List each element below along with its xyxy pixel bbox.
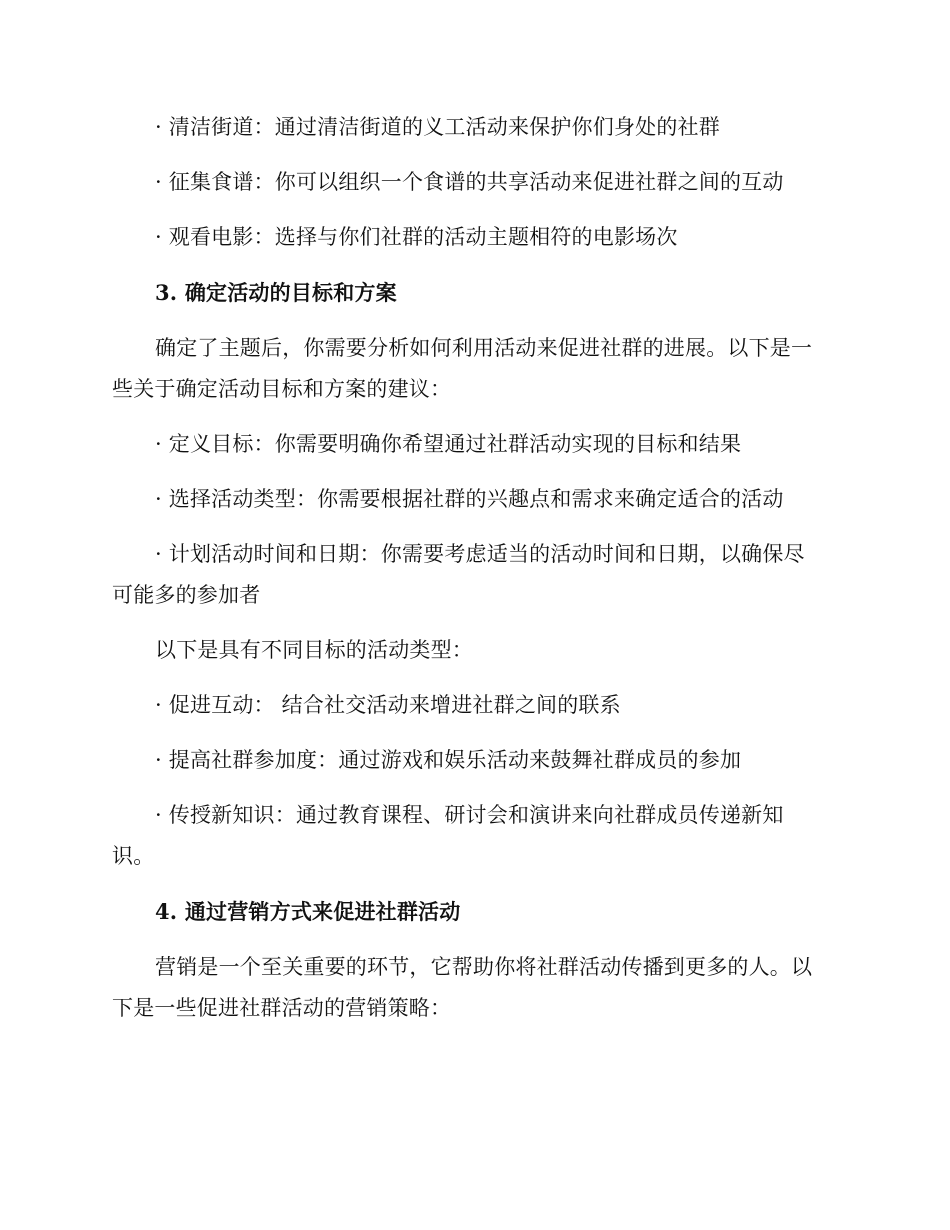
bullet-choose-activity-type: · 选择活动类型：你需要根据社群的兴趣点和需求来确定适合的活动 [155,487,784,511]
bullet-define-goals: · 定义目标：你需要明确你希望通过社群活动实现的目标和结果 [155,432,742,456]
bullet-promote-interaction: · 促进互动： 结合社交活动来增进社群之间的联系 [155,693,621,717]
bullet-clean-streets: · 清洁街道：通过清洁街道的义工活动来保护你们身处的社群 [155,115,720,139]
paragraph-line: 识。 [112,844,155,868]
paragraph-line: 可能多的参加者 [112,583,261,607]
bullet-plan-time: · 计划活动时间和日期：你需要考虑适当的活动时间和日期，以确保尽 [155,542,805,566]
section-heading-3: 3. 确定活动的目标和方案 [155,280,397,305]
section-heading-4: 4. 通过营销方式来促进社群活动 [155,899,461,924]
paragraph-line: 营销是一个至关重要的环节，它帮助你将社群活动传播到更多的人。以 [155,955,813,979]
paragraph-line: 确定了主题后，你需要分析如何利用活动来促进社群的进展。以下是一 [155,336,813,360]
paragraph-line: 以下是具有不同目标的活动类型： [155,638,473,662]
paragraph-line: 些关于确定活动目标和方案的建议： [112,377,452,401]
bullet-watch-movies: · 观看电影：选择与你们社群的活动主题相符的电影场次 [155,225,678,249]
bullet-increase-participation: · 提高社群参加度：通过游戏和娱乐活动来鼓舞社群成员的参加 [155,748,742,772]
paragraph-line: 下是一些促进社群活动的营销策略： [112,996,452,1020]
bullet-collect-recipes: · 征集食谱：你可以组织一个食谱的共享活动来促进社群之间的互动 [155,170,784,194]
bullet-teach-knowledge: · 传授新知识：通过教育课程、研讨会和演讲来向社群成员传递新知 [155,803,784,827]
